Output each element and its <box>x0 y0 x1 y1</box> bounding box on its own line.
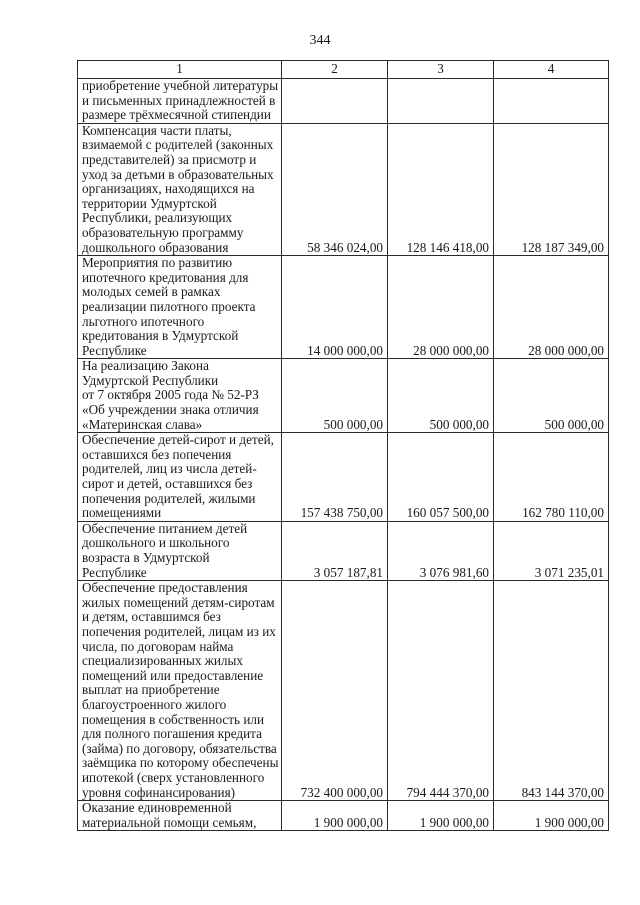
description-line: попечения родителей, лицам из их <box>82 623 276 639</box>
value-col-4: 128 187 349,00 <box>494 123 609 255</box>
description-line: Обеспечение детей-сирот и детей, <box>82 432 274 448</box>
value-col-4: 162 780 110,00 <box>494 433 609 522</box>
description-line: благоустроенного жилого <box>82 696 227 712</box>
value-col-4: 843 144 370,00 <box>494 581 609 801</box>
description-line: кредитования в Удмуртской <box>82 328 239 344</box>
description-line: дошкольного и школьного <box>82 535 230 551</box>
description-line: помещений или предоставление <box>82 667 264 683</box>
description-line: дошкольного образования <box>82 239 229 255</box>
description-line: заёмщика по которому обеспечены <box>82 755 279 771</box>
description-line: возраста в Удмуртской <box>82 550 210 565</box>
description-line: размере трёхмесячной стипендии <box>82 107 271 123</box>
value-col-2 <box>282 79 388 124</box>
value-col-4 <box>494 79 609 124</box>
value-col-2: 500 000,00 <box>282 359 388 433</box>
description-line: Компенсация части платы, <box>82 122 232 138</box>
description-line: для полного погашения кредита <box>82 726 262 742</box>
description-line: Обеспечение питанием детей <box>82 520 248 536</box>
row-description <box>78 581 282 801</box>
description-line: Удмуртской Республики <box>82 372 219 388</box>
budget-table <box>77 60 609 831</box>
table-row <box>78 581 609 801</box>
description-line: представителей) за присмотр и <box>82 151 257 167</box>
column-header-4: 4 <box>494 61 609 79</box>
value-col-3 <box>388 79 494 124</box>
table-row <box>78 79 609 124</box>
description-line: молодых семей в рамках <box>82 284 221 300</box>
description-line: выплат на приобретение <box>82 682 220 698</box>
row-description <box>78 801 282 831</box>
description-line: приобретение учебной литературы <box>82 78 279 93</box>
description-line: реализации пилотного проекта <box>82 298 256 314</box>
value-col-3: 794 444 370,00 <box>388 581 494 801</box>
description-line: ипотекой (сверх установленного <box>82 769 265 785</box>
description-line: территории Удмуртской <box>82 195 217 211</box>
description-line: жилых помещений детям-сиротам <box>82 594 275 610</box>
description-line: На реализацию Закона <box>82 358 209 374</box>
value-col-4: 3 071 235,01 <box>494 521 609 580</box>
value-col-3: 500 000,00 <box>388 359 494 433</box>
description-line: Республике <box>82 564 147 580</box>
value-col-3: 3 076 981,60 <box>388 521 494 580</box>
description-line: организациях, находящихся на <box>82 181 255 197</box>
value-col-4: 500 000,00 <box>494 359 609 433</box>
description-line: льготного ипотечного <box>82 313 205 329</box>
table-row <box>78 521 609 580</box>
description-line: Мероприятия по развитию <box>82 255 233 271</box>
table-row <box>78 256 609 359</box>
row-description <box>78 256 282 359</box>
header-row <box>78 61 609 79</box>
description-line: «Об учреждении знака отличия <box>82 402 259 418</box>
description-line: родителей, лиц из числа детей- <box>82 461 257 477</box>
column-header-1: 1 <box>78 61 282 79</box>
value-col-2: 1 900 000,00 <box>282 801 388 831</box>
description-line: взимаемой с родителей (законных <box>82 137 274 153</box>
description-line: материальной помощи семьям, <box>82 814 257 830</box>
description-line: Республики, реализующих <box>82 210 233 226</box>
column-header-3: 3 <box>388 61 494 79</box>
description-line: «Материнская слава» <box>82 416 203 432</box>
description-line: Обеспечение предоставления <box>82 580 248 596</box>
description-line: Республике <box>82 342 147 358</box>
value-col-3: 128 146 418,00 <box>388 123 494 255</box>
description-line: уход за детьми в образовательных <box>82 166 274 182</box>
description-line: специализированных жилых <box>82 653 243 669</box>
description-line: сирот и детей, оставшихся без <box>82 476 253 492</box>
description-line: и детям, оставшимся без <box>82 609 221 625</box>
description-line: и письменных принадлежностей в <box>82 92 276 108</box>
value-col-3: 28 000 000,00 <box>388 256 494 359</box>
table-row <box>78 123 609 255</box>
row-description <box>78 359 282 433</box>
value-col-2: 732 400 000,00 <box>282 581 388 801</box>
description-line: от 7 октября 2005 года № 52-РЗ <box>82 387 259 403</box>
row-description <box>78 433 282 522</box>
value-col-4: 1 900 000,00 <box>494 801 609 831</box>
table-row <box>78 359 609 433</box>
value-col-2: 3 057 187,81 <box>282 521 388 580</box>
table-row <box>78 433 609 522</box>
description-line: оставшихся без попечения <box>82 446 232 462</box>
row-description <box>78 123 282 255</box>
value-col-2: 58 346 024,00 <box>282 123 388 255</box>
value-col-4: 28 000 000,00 <box>494 256 609 359</box>
description-line: помещения в собственность или <box>82 711 265 727</box>
description-line: образовательную программу <box>82 224 244 240</box>
description-line: попечения родителей, жилыми <box>82 490 256 506</box>
description-line: ипотечного кредитования для <box>82 269 249 285</box>
description-line: Оказание единовременной <box>82 800 232 816</box>
description-line: уровня софинансирования) <box>82 784 236 800</box>
value-col-3: 1 900 000,00 <box>388 801 494 831</box>
description-line: (займа) по договору, обязательства <box>82 740 277 756</box>
description-line: числа, по договорам найма <box>82 638 234 654</box>
row-description <box>78 521 282 580</box>
row-description <box>78 79 282 124</box>
value-col-3: 160 057 500,00 <box>388 433 494 522</box>
column-header-2: 2 <box>282 61 388 79</box>
table-row <box>78 801 609 831</box>
value-col-2: 157 438 750,00 <box>282 433 388 522</box>
page-number: 344 <box>309 33 331 48</box>
value-col-2: 14 000 000,00 <box>282 256 388 359</box>
description-line: помещениями <box>82 505 162 521</box>
